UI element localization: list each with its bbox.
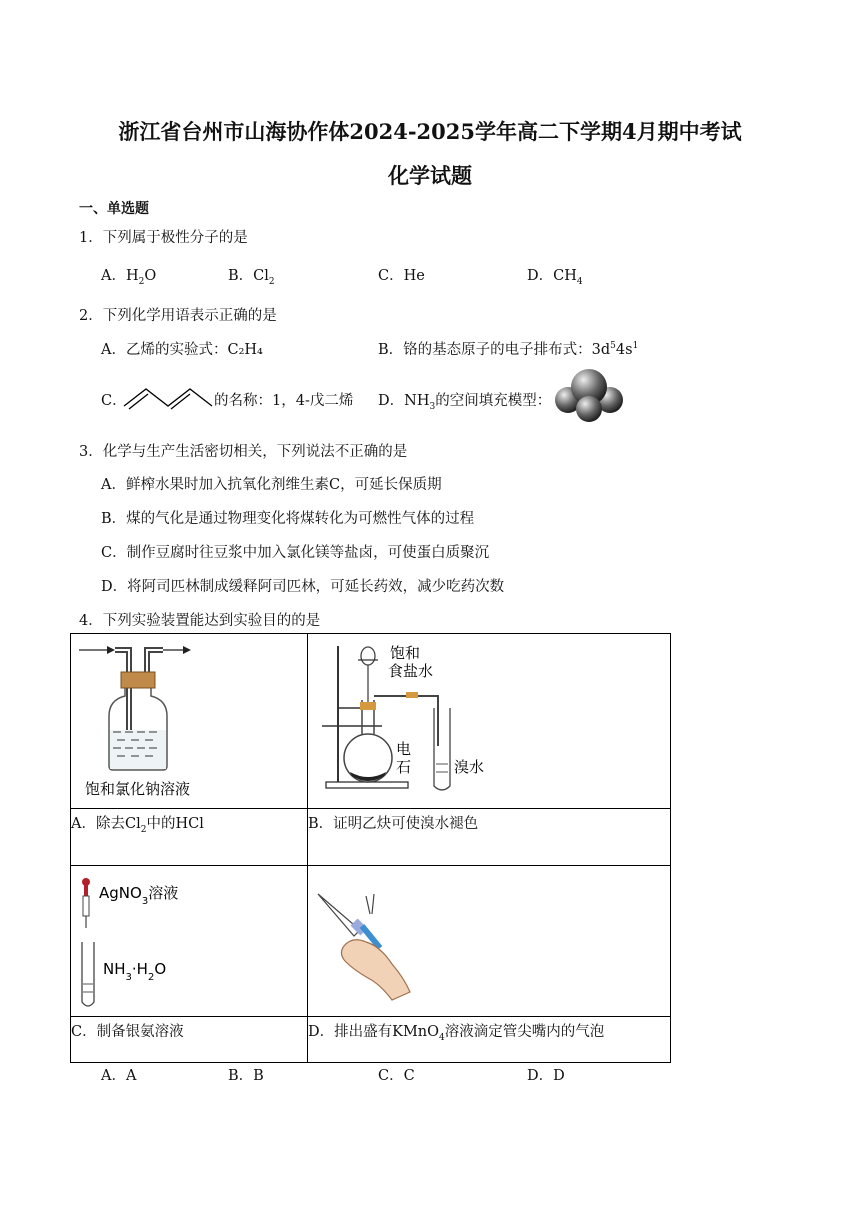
label-agno3: AgNO$_3$溶液 [99,884,179,907]
q2-option-c-text: 的名称：1，4-戊二烯 [214,393,354,409]
q4-answer-d: D．D [527,1068,565,1084]
pentadiene-skeleton-image [122,384,214,410]
q2-option-d: D．$NH_3$的空间填充模型： [378,393,552,412]
label-ammonia: $NH_3\cdot H_2O$ [103,960,167,983]
q3-option-b: B．煤的气化是通过物理变化将煤转化为可燃性气体的过程 [101,511,475,527]
q1-option-c: C．He [378,268,425,284]
cell-d-caption: D．排出盛有KMnO$_4$溶液滴定管尖嘴内的气泡 [308,1017,671,1063]
nh3-space-filling-model-image [552,368,628,426]
label-shi: 石 [396,758,412,776]
q2-stem: 2．下列化学用语表示正确的是 [79,308,277,324]
cell-b-caption: B．证明乙炔可使溴水褪色 [308,809,671,866]
cell-c-caption: C．制备银氨溶液 [71,1017,308,1063]
cell-a-caption: A．除去$Cl_2$中的HCl [71,809,308,866]
gas-washing-bottle-image [71,634,307,804]
cell-d-image [308,866,671,1017]
q3-option-c: C．制作豆腐时往豆浆中加入氯化镁等盐卤，可使蛋白质聚沉 [101,545,490,561]
label-dian: 电 [396,740,412,758]
q4-answer-b: B．B [228,1068,264,1084]
cell-c-image [71,866,308,1017]
q4-stem: 4．下列实验装置能达到实验目的的是 [79,613,321,629]
q4-answer-a: A．A [101,1068,137,1084]
cell-a-image [71,634,308,809]
q1-option-d: D．$CH_4$ [527,268,583,287]
section-heading: 一、单选题 [79,201,149,217]
title-line-1: 浙江省台州市山海协作体2024-2025学年高二下学期4月期中考试 [118,119,742,144]
q1-stem: 1．下列属于极性分子的是 [79,230,248,246]
label-brine: 食盐水 [388,662,434,680]
title-line-2: 化学试题 [388,163,472,188]
label-bromine-water: 溴水 [454,758,485,776]
cell-b-image [308,634,671,809]
q3-stem: 3．化学与生产生活密切相关，下列说法不正确的是 [79,444,408,460]
label-saturated-nacl: 饱和氯化钠溶液 [85,780,191,798]
q4-answer-c: C．C [378,1068,415,1084]
q3-option-a: A．鲜榨水果时加入抗氧化剂维生素C，可延长保质期 [101,477,442,493]
q1-option-b: B．$Cl_2$ [228,268,275,287]
label-saturated: 饱和 [390,644,421,662]
q2-option-b: B．铬的基态原子的电子排布式：$3d^54s^1$ [378,341,639,358]
burette-bubble-removal-image [308,866,670,1012]
q4-apparatus-table [70,633,671,1063]
q1-option-a: A．$H_2O$ [101,268,157,287]
silver-ammonia-image [71,866,307,1012]
q2-option-c: C． [101,393,127,409]
q2-option-a: A．乙烯的实验式：C₂H₄ [101,342,263,358]
acetylene-apparatus-image [308,634,670,804]
q3-option-d: D．将阿司匹林制成缓释阿司匹林，可延长药效，减少吃药次数 [101,579,505,595]
